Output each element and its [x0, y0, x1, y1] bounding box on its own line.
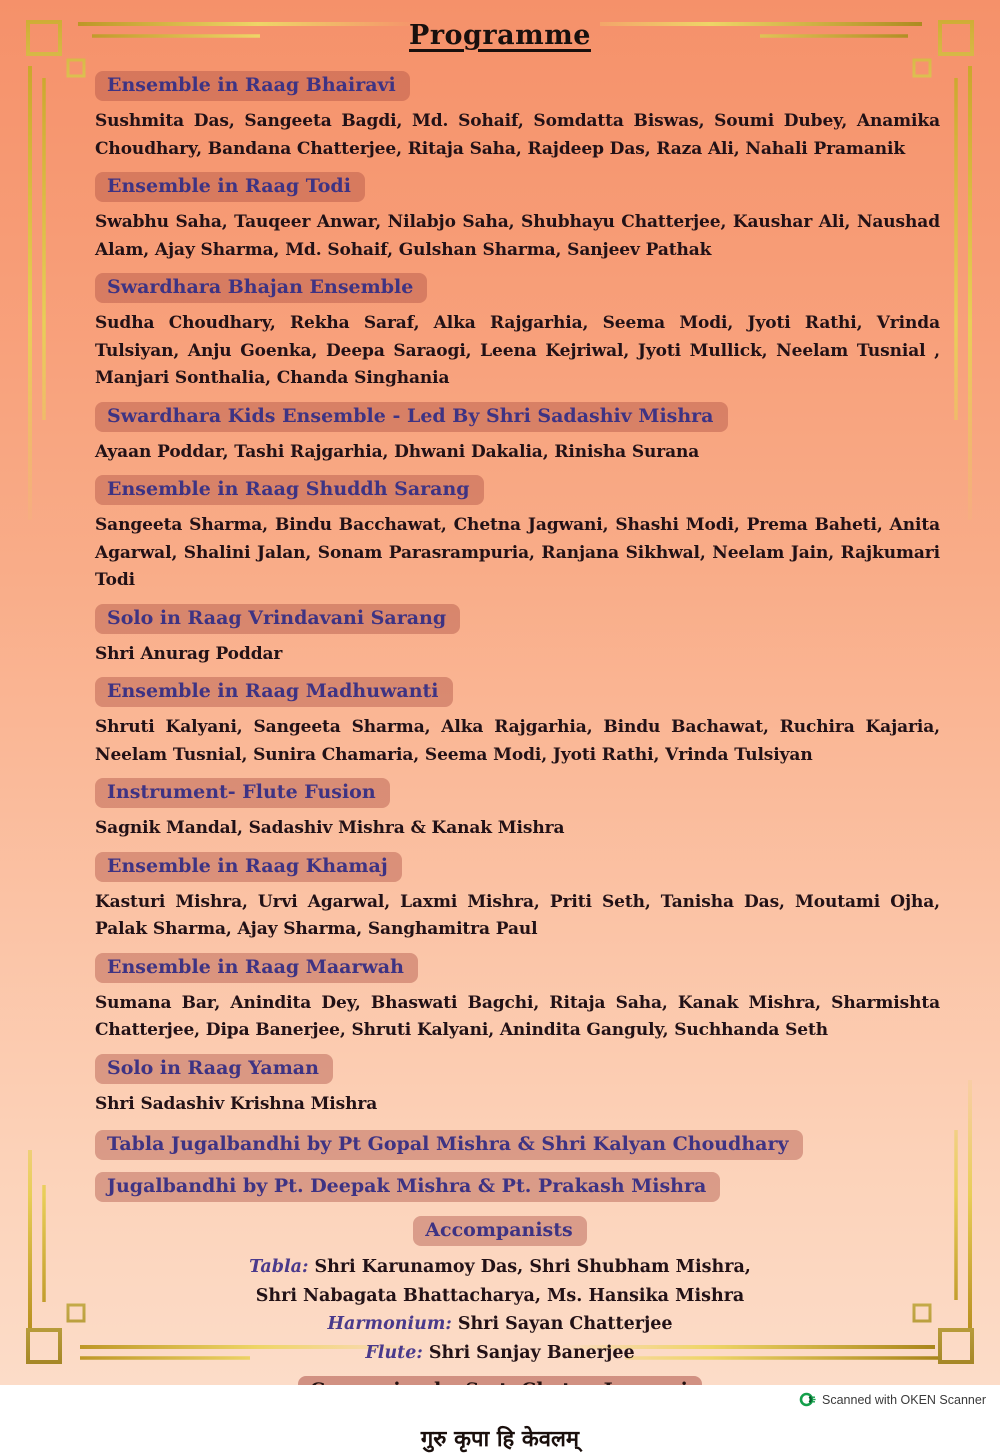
section-heading: Ensemble in Raag Bhairavi	[95, 71, 410, 101]
performers-names: Sagnik Mandal, Sadashiv Mishra & Kanak Mishra	[95, 818, 565, 838]
accompanist-names: Shri Sanjay Banerjee	[428, 1342, 635, 1363]
instrument-label: Flute:	[365, 1342, 423, 1363]
section-heading: Solo in Raag Yaman	[95, 1054, 333, 1084]
section-raag-maarwah	[95, 953, 940, 1045]
performers-names: Sudha Choudhary, Rekha Saraf, Alka Rajgarhia, Seema Modi, Jyoti Rathi, Vrinda Tulsiyan, Anju Goenka, Deepa Saraogi, Leena Kejriwal, Jyoti Mullick, Neelam Tusnial , Manjari Sonthalia, Chanda Singhania	[95, 313, 940, 388]
section-shuddh-sarang	[95, 475, 940, 595]
performers-names: Shri Sadashiv Krishna Mishra	[95, 1093, 378, 1114]
section-madhuwanti	[95, 677, 940, 769]
performers-names: Ayaan Poddar, Tashi Rajgarhia, Dhwani Dakalia, Rinisha Surana	[95, 441, 700, 462]
section-heading: Ensemble in Raag Khamaj	[95, 852, 402, 882]
scanner-footer	[0, 1385, 1000, 1414]
accompanist-names: Shri Sayan Chatterjee	[457, 1314, 673, 1334]
jugalbandhi-heading: Jugalbandhi by Pt. Deepak Mishra & Pt. Prakash Mishra	[95, 1172, 720, 1202]
accompanist-line	[60, 1340, 940, 1368]
oken-scanner-icon	[799, 1391, 816, 1408]
section-kids-ensemble	[95, 402, 940, 467]
section-raag-yaman	[95, 1054, 940, 1119]
accompanist-names: Shri Nabagata Bhattacharya, Ms. Hansika Mishra	[255, 1285, 745, 1306]
performers-names: Shruti Kalyani, Sangeeta Sharma, Alka Rajgarhia, Bindu Bachawat, Ruchira Kajaria, Neelam Tusnial, Sunira Chamaria, Seema Modi, Jyoti Rathi, Vrinda Tulsiyan	[95, 717, 940, 765]
accompanist-line	[60, 1311, 940, 1339]
section-heading: Solo in Raag Vrindavani Sarang	[95, 604, 460, 634]
performers-names: Swabhu Saha, Tauqeer Anwar, Nilabjo Saha, Shubhayu Chatterjee, Kaushar Ali, Naushad Alam, Ajay Sharma, Md. Sohaif, Gulshan Sharma, Sanjeev Pathak	[95, 212, 940, 260]
performers-names: Shri Anurag Poddar	[95, 643, 283, 664]
section-raag-todi	[95, 172, 940, 264]
section-heading: Instrument- Flute Fusion	[95, 778, 390, 808]
performers-names: Kasturi Mishra, Urvi Agarwal, Laxmi Mishra, Priti Seth, Tanisha Das, Moutami Ojha, Palak Sharma, Ajay Sharma, Sanghamitra Paul	[95, 891, 940, 939]
page-title: Programme	[409, 20, 591, 51]
tabla-jugalbandhi-heading: Tabla Jugalbandhi by Pt Gopal Mishra & Shri Kalyan Choudhary	[95, 1130, 803, 1160]
accompanists-block	[60, 1208, 940, 1453]
section-flute-fusion	[95, 778, 940, 843]
instrument-label: Tabla:	[249, 1257, 309, 1277]
accompanists-heading: Accompanists	[413, 1216, 586, 1246]
accompanist-line	[60, 1283, 940, 1311]
section-heading: Swardhara Bhajan Ensemble	[95, 273, 427, 303]
scanner-text: Scanned with OKEN Scanner	[822, 1392, 986, 1407]
section-heading: Ensemble in Raag Todi	[95, 172, 365, 202]
section-heading: Ensemble in Raag Shuddh Sarang	[95, 475, 484, 505]
performers-names: Sangeeta Sharma, Bindu Bacchawat, Chetna Jagwani, Shashi Modi, Prema Baheti, Anita Agarwal, Shalini Jalan, Sonam Parasrampuria, Ranjana Sikhwal, Neelam Jain, Rajkumari Todi	[95, 515, 940, 590]
section-heading: Ensemble in Raag Madhuwanti	[95, 677, 453, 707]
accompanist-line	[60, 1254, 940, 1282]
section-raag-khamaj	[95, 852, 940, 944]
accompanist-names: Shri Karunamoy Das, Shri Shubham Mishra,	[314, 1257, 751, 1277]
performers-names: Sumana Bar, Anindita Dey, Bhaswati Bagchi, Ritaja Saha, Kanak Mishra, Sharmishta Chatterjee, Dipa Banerjee, Shruti Kalyani, Anindita Ganguly, Suchhanda Seth	[95, 992, 940, 1040]
instrument-label: Harmonium:	[327, 1314, 452, 1334]
section-vrindavani-sarang	[95, 604, 940, 669]
sanskrit-motto: गुरु कृपा हि केवलम्	[420, 1427, 580, 1452]
section-heading: Swardhara Kids Ensemble - Led By Shri Sadashiv Mishra	[95, 402, 728, 432]
performers-names: Sushmita Das, Sangeeta Bagdi, Md. Sohaif, Somdatta Biswas, Soumi Dubey, Anamika Choudhary, Bandana Chatterjee, Ritaja Saha, Rajdeep Das, Raza Ali, Nahali Pramanik	[95, 111, 940, 159]
section-heading: Ensemble in Raag Maarwah	[95, 953, 418, 983]
section-raag-bhairavi	[95, 71, 940, 163]
section-bhajan-ensemble	[95, 273, 940, 393]
